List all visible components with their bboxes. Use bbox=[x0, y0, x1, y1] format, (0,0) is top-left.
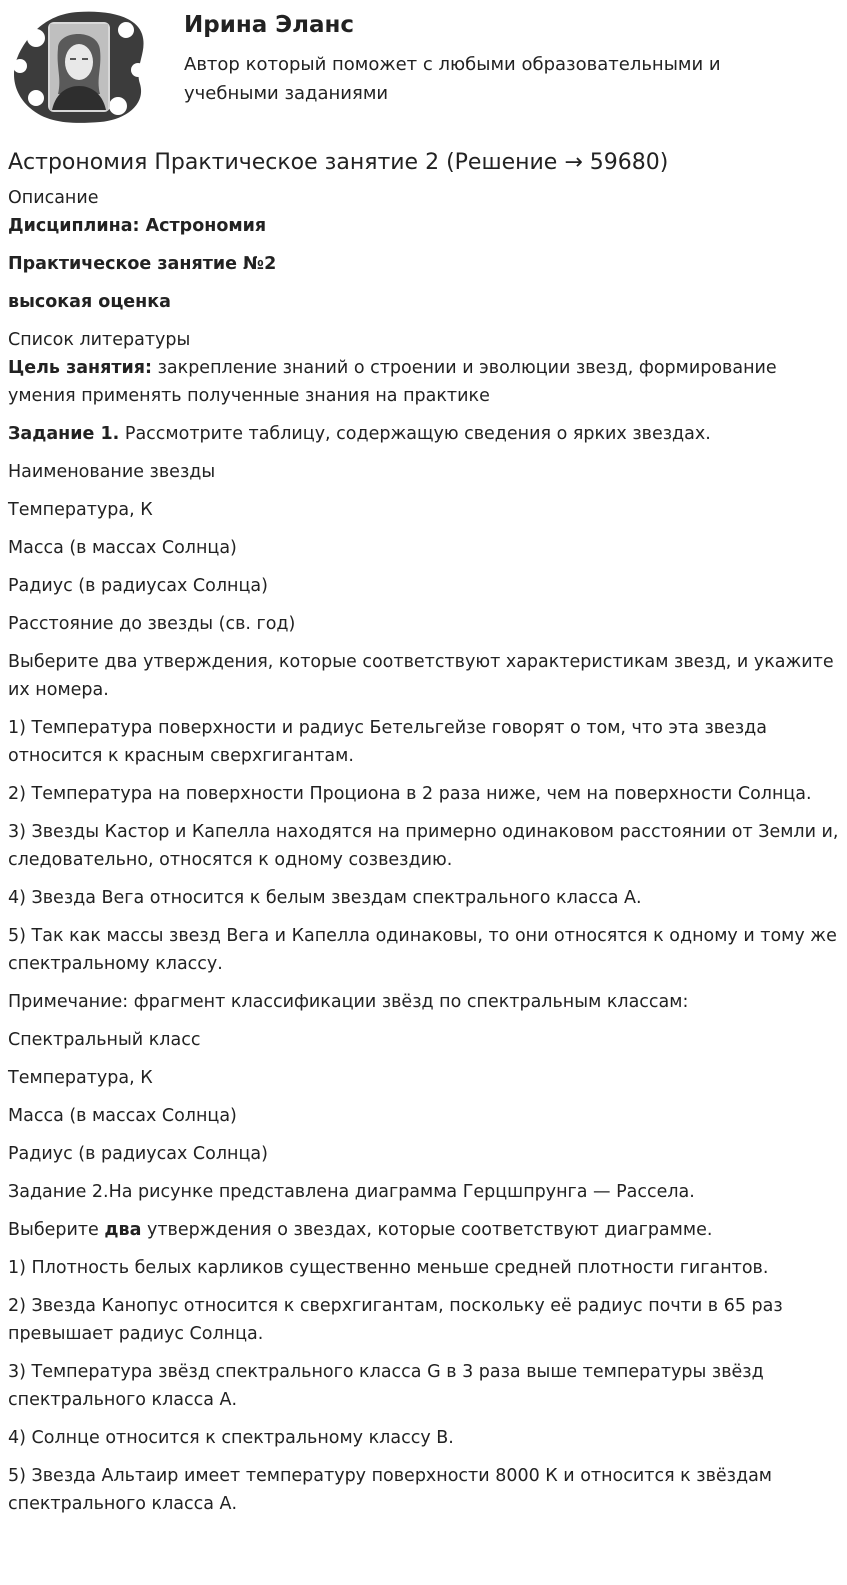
task2-intro: Задание 2.На рисунке представлена диаграмма Герцшпрунга — Рассела. bbox=[8, 1182, 695, 1202]
grade-text: высокая оценка bbox=[8, 292, 171, 312]
task1-option: 4) Звезда Вега относится к белым звездам спектрального класса А. bbox=[8, 888, 642, 908]
task2-q-before: Выберите bbox=[8, 1220, 105, 1240]
lesson-number bbox=[8, 250, 840, 278]
author-header bbox=[0, 0, 847, 135]
task1-text: Рассмотрите таблицу, содержащую сведения о ярких звездах. bbox=[119, 424, 711, 444]
avatar-photo-frame-icon bbox=[8, 8, 148, 126]
goal-text: закрепление знаний о строении и эволюции звезд, формирование умения применять полученные знания на практике bbox=[8, 358, 777, 406]
document-body bbox=[8, 146, 840, 1528]
task2-option: 4) Солнце относится к спектральному классу В. bbox=[8, 1428, 454, 1448]
lesson-goal bbox=[8, 354, 840, 410]
table2-header: Температура, К bbox=[8, 1068, 153, 1088]
table1-header: Радиус (в радиусах Солнца) bbox=[8, 576, 268, 596]
task2-option: 1) Плотность белых карликов существенно меньше средней плотности гигантов. bbox=[8, 1258, 769, 1278]
document-title: Астрономия Практическое занятие 2 (Решение → 59680) bbox=[8, 150, 669, 175]
discipline bbox=[8, 212, 840, 240]
bibliography-label: Список литературы bbox=[8, 330, 191, 350]
author-description: Автор который поможет с любыми образовательными и учебными заданиями bbox=[184, 54, 721, 104]
discipline-text: Дисциплина: Астрономия bbox=[8, 216, 267, 236]
goal-label: Цель занятия: bbox=[8, 358, 153, 378]
task2-option: 2) Звезда Канопус относится к сверхгигантам, поскольку её радиус почти в 65 раз превышает радиус Солнца. bbox=[8, 1296, 783, 1344]
task1-intro bbox=[8, 420, 840, 448]
table2-header: Спектральный класс bbox=[8, 1030, 201, 1050]
table1-header: Расстояние до звезды (св. год) bbox=[8, 614, 296, 634]
description-label: Описание bbox=[8, 188, 99, 208]
task2-option: 3) Температура звёзд спектрального класса G в 3 раза выше температуры звёзд спектрального класса А. bbox=[8, 1362, 764, 1410]
spectral-note: Примечание: фрагмент классификации звёзд по спектральным классам: bbox=[8, 992, 689, 1012]
grade bbox=[8, 288, 840, 316]
table1-header: Масса (в массах Солнца) bbox=[8, 538, 237, 558]
author-avatar[interactable] bbox=[8, 8, 148, 126]
task2-q-bold: два bbox=[104, 1220, 142, 1240]
task1-option: 3) Звезды Кастор и Капелла находятся на примерно одинаковом расстоянии от Земли и, следовательно, относятся к одному созвездию. bbox=[8, 822, 839, 870]
table2-header: Радиус (в радиусах Солнца) bbox=[8, 1144, 268, 1164]
lesson-text: Практическое занятие №2 bbox=[8, 254, 277, 274]
task1-question: Выберите два утверждения, которые соответствуют характеристикам звезд, и укажите их номера. bbox=[8, 652, 834, 700]
task1-label: Задание 1. bbox=[8, 424, 120, 444]
task1-option: 2) Температура на поверхности Проциона в 2 раза ниже, чем на поверхности Солнца. bbox=[8, 784, 812, 804]
task2-q-after: утверждения о звездах, которые соответствуют диаграмме. bbox=[141, 1220, 713, 1240]
table1-header: Температура, К bbox=[8, 500, 153, 520]
task2-option: 5) Звезда Альтаир имеет температуру поверхности 8000 К и относится к звёздам спектрального класса А. bbox=[8, 1466, 773, 1514]
table2-header: Масса (в массах Солнца) bbox=[8, 1106, 237, 1126]
table1-header: Наименование звезды bbox=[8, 462, 216, 482]
author-name[interactable]: Ирина Эланс bbox=[184, 12, 355, 38]
task2-question bbox=[8, 1216, 840, 1244]
task1-option: 1) Температура поверхности и радиус Бетельгейзе говорят о том, что эта звезда относится к красным сверхгигантам. bbox=[8, 718, 767, 766]
task1-option: 5) Так как массы звезд Вега и Капелла одинаковы, то они относятся к одному и тому же спектральному классу. bbox=[8, 926, 837, 974]
